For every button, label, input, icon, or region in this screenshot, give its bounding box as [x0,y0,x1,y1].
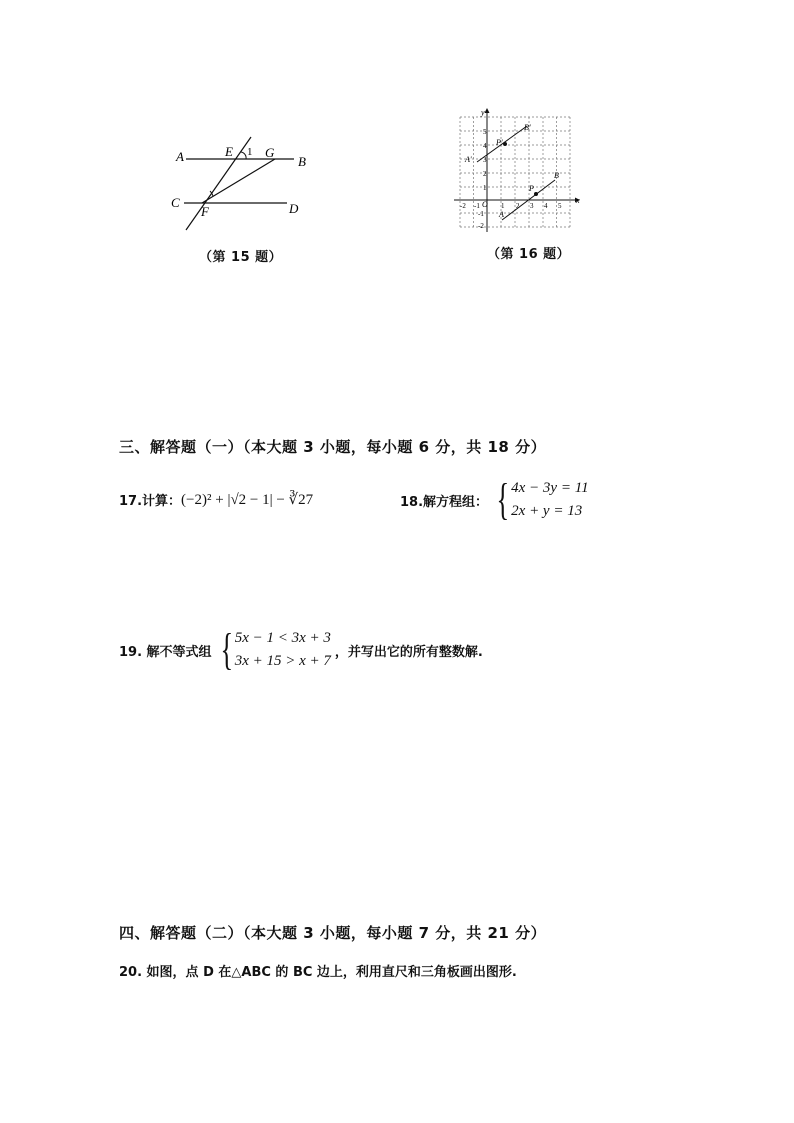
q17-label: 17.计算： [119,494,182,509]
x-tick-labels [460,202,562,210]
label-g: G [265,145,275,160]
section-4-heading: 四、解答题（二）（本大题 3 小题，每小题 7 分，共 21 分） [119,924,547,942]
q19-inequality-1: 5x − 1 < 3x + 3 [234,630,331,646]
figure-15 [160,130,320,235]
question-18 [400,475,589,524]
y-tick-labels [478,128,487,230]
point-p [534,192,538,196]
y-tick: 3 [483,156,487,164]
x-axis-label: x [576,196,580,205]
label-e: E [225,144,233,159]
y-axis-label: y [481,108,485,117]
line-fg [202,159,275,203]
label-p-prime: P' [496,138,503,147]
question-17 [119,490,313,509]
q17-expression: (−2)² + |√2 − 1| − ∛27 [181,492,314,508]
x-tick: 1 [501,202,505,210]
x-tick: 4 [544,202,548,210]
x-tick: -1 [474,202,480,210]
label-d: D [289,201,299,216]
y-tick: 4 [483,142,487,150]
question-19 [119,625,483,674]
figure-16-caption: （第 16 题） [487,247,571,262]
label-b-prime: B' [524,123,531,132]
x-tick: 3 [530,202,534,210]
q18-label: 18.解方程组： [400,494,489,510]
q18-equation-1: 4x − 3y = 11 [511,480,589,496]
q19-inequality-2: 3x + 15 > x + 7 [234,653,331,669]
x-tick: -2 [460,202,466,210]
y-tick: -2 [478,222,484,230]
label-angle-1: 1 [247,146,253,158]
section-3-heading: 三、解答题（一）（本大题 3 小题，每小题 6 分，共 18 分） [119,438,547,456]
x-tick: 5 [558,202,562,210]
q18-equation-2: 2x + y = 13 [511,503,583,519]
label-a: A [499,210,504,219]
q19-system [212,625,331,674]
label-p: P [529,184,534,193]
y-tick: 2 [483,170,487,178]
label-a-prime: A' [465,155,472,164]
x-tick: 2 [516,202,520,210]
label-f: F [201,204,209,219]
q19-label: 19. 解不等式组 [119,644,212,660]
y-axis-arrow [485,108,490,113]
y-tick: 1 [483,184,487,192]
y-tick: -1 [478,210,484,218]
figure-16 [450,100,590,238]
line-ef [186,137,251,230]
figure-15-caption: （第 15 题） [199,250,283,265]
brace-icon: { [496,475,510,524]
origin-label: O [482,200,488,209]
label-b: B [298,154,306,169]
brace-icon: { [220,625,233,674]
label-a: A [176,149,184,164]
question-20: 20. 如图，点 D 在△ABC 的 BC 边上，利用直尺和三角板画出图形. [119,965,517,980]
angle-1-arc [241,152,246,159]
y-tick: 5 [483,128,487,136]
label-b: B [554,171,559,180]
label-c: C [171,195,180,210]
q19-suffix: ，并写出它的所有整数解. [334,644,483,660]
point-p1 [503,142,507,146]
q18-system [488,475,589,524]
